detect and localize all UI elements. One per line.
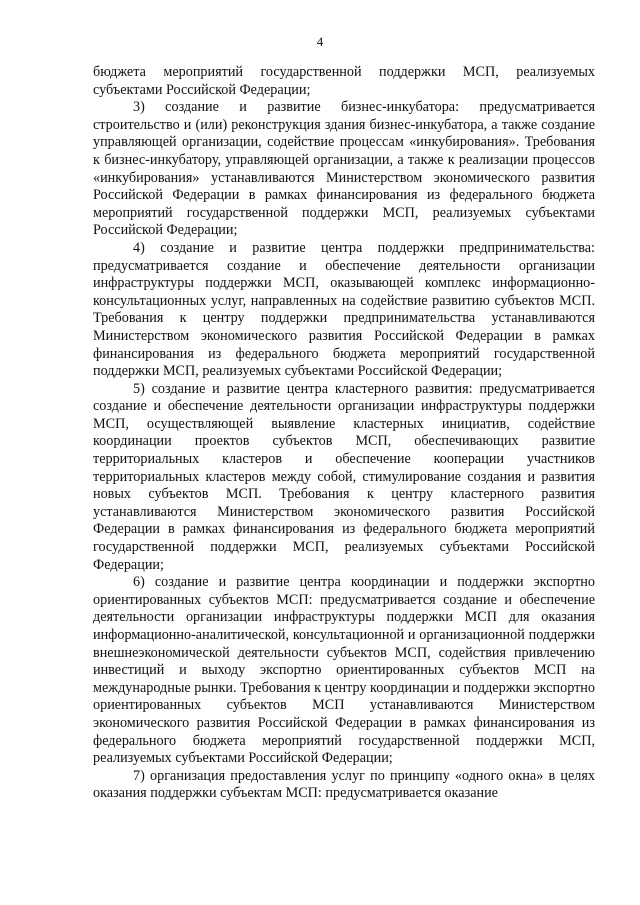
paragraph-item-5-cluster-center: 5) создание и развитие центра кластерного развития: предусматривается создание и обеспечение деятельности организации инфраструктуры поддержки МСП, осуществляющей выявление кластерных инициатив, содействие координации проектов субъектов МСП, обеспечивающих развитие территориальных кластеров и обеспечение кооперации участников территориальных кластеров между собой, стимулирование создания и развития новых субъектов МСП. Требования к центру кластерного развития устанавливаются Министерством экономического развития Российской Федерации в рамках финансирования из федерального бюджета мероприятий государственной поддержки МСП, реализуемых субъектами Российской Федерации; [93,380,595,573]
paragraph-item-6-export-center: 6) создание и развитие центра координации и поддержки экспортно ориентированных субъектов МСП: предусматривается создание и обеспечение деятельности организации инфраструктуры поддержки МСП для оказания информационно-аналитической, консультационной и организационной поддержки внешнеэкономической деятельности субъектов МСП, содействия привлечению инвестиций и выходу экспортно ориентированных субъектов МСП на международные рынки. Требования к центру координации и поддержки экспортно ориентированных субъектов МСП устанавливаются Министерством экономического развития Российской Федерации в рамках финансирования из федерального бюджета мероприятий государственной поддержки МСП, реализуемых субъектами Российской Федерации; [93,574,595,767]
document-body [93,64,595,803]
paragraph-continuation: бюджета мероприятий государственной поддержки МСП, реализуемых субъектами Российской Федерации; [93,64,595,98]
paragraph-item-3-business-incubator: 3) создание и развитие бизнес-инкубатора: предусматривается строительство и (или) реконструкция здания бизнес-инкубатора, а также создание управляющей организации, содействие процессам «инкубирования». Требования к бизнес-инкубатору, управляющей организации, а также к реализации процессов «инкубирования» устанавливаются Министерством экономического развития Российской Федерации в рамках финансирования из федерального бюджета мероприятий государственной поддержки МСП, реализуемых субъектами Российской Федерации; [93,99,595,239]
paragraph-item-7-one-window: 7) организация предоставления услуг по принципу «одного окна» в целях оказания поддержки субъектам МСП: предусматривается оказание [93,767,595,802]
paragraph-item-4-entrepreneurship-center: 4) создание и развитие центра поддержки предпринимательства: предусматривается создание и обеспечение деятельности организации инфраструктуры поддержки МСП, оказывающей комплекс информационно-консультационных услуг, направленных на содействие развитию субъектов МСП. Требования к центру поддержки предпринимательства устанавливаются Министерством экономического развития Российской Федерации в рамках финансирования из федерального бюджета мероприятий государственной поддержки МСП, реализуемых субъектами Российской Федерации; [93,239,595,380]
page-number: 4 [316,34,324,49]
